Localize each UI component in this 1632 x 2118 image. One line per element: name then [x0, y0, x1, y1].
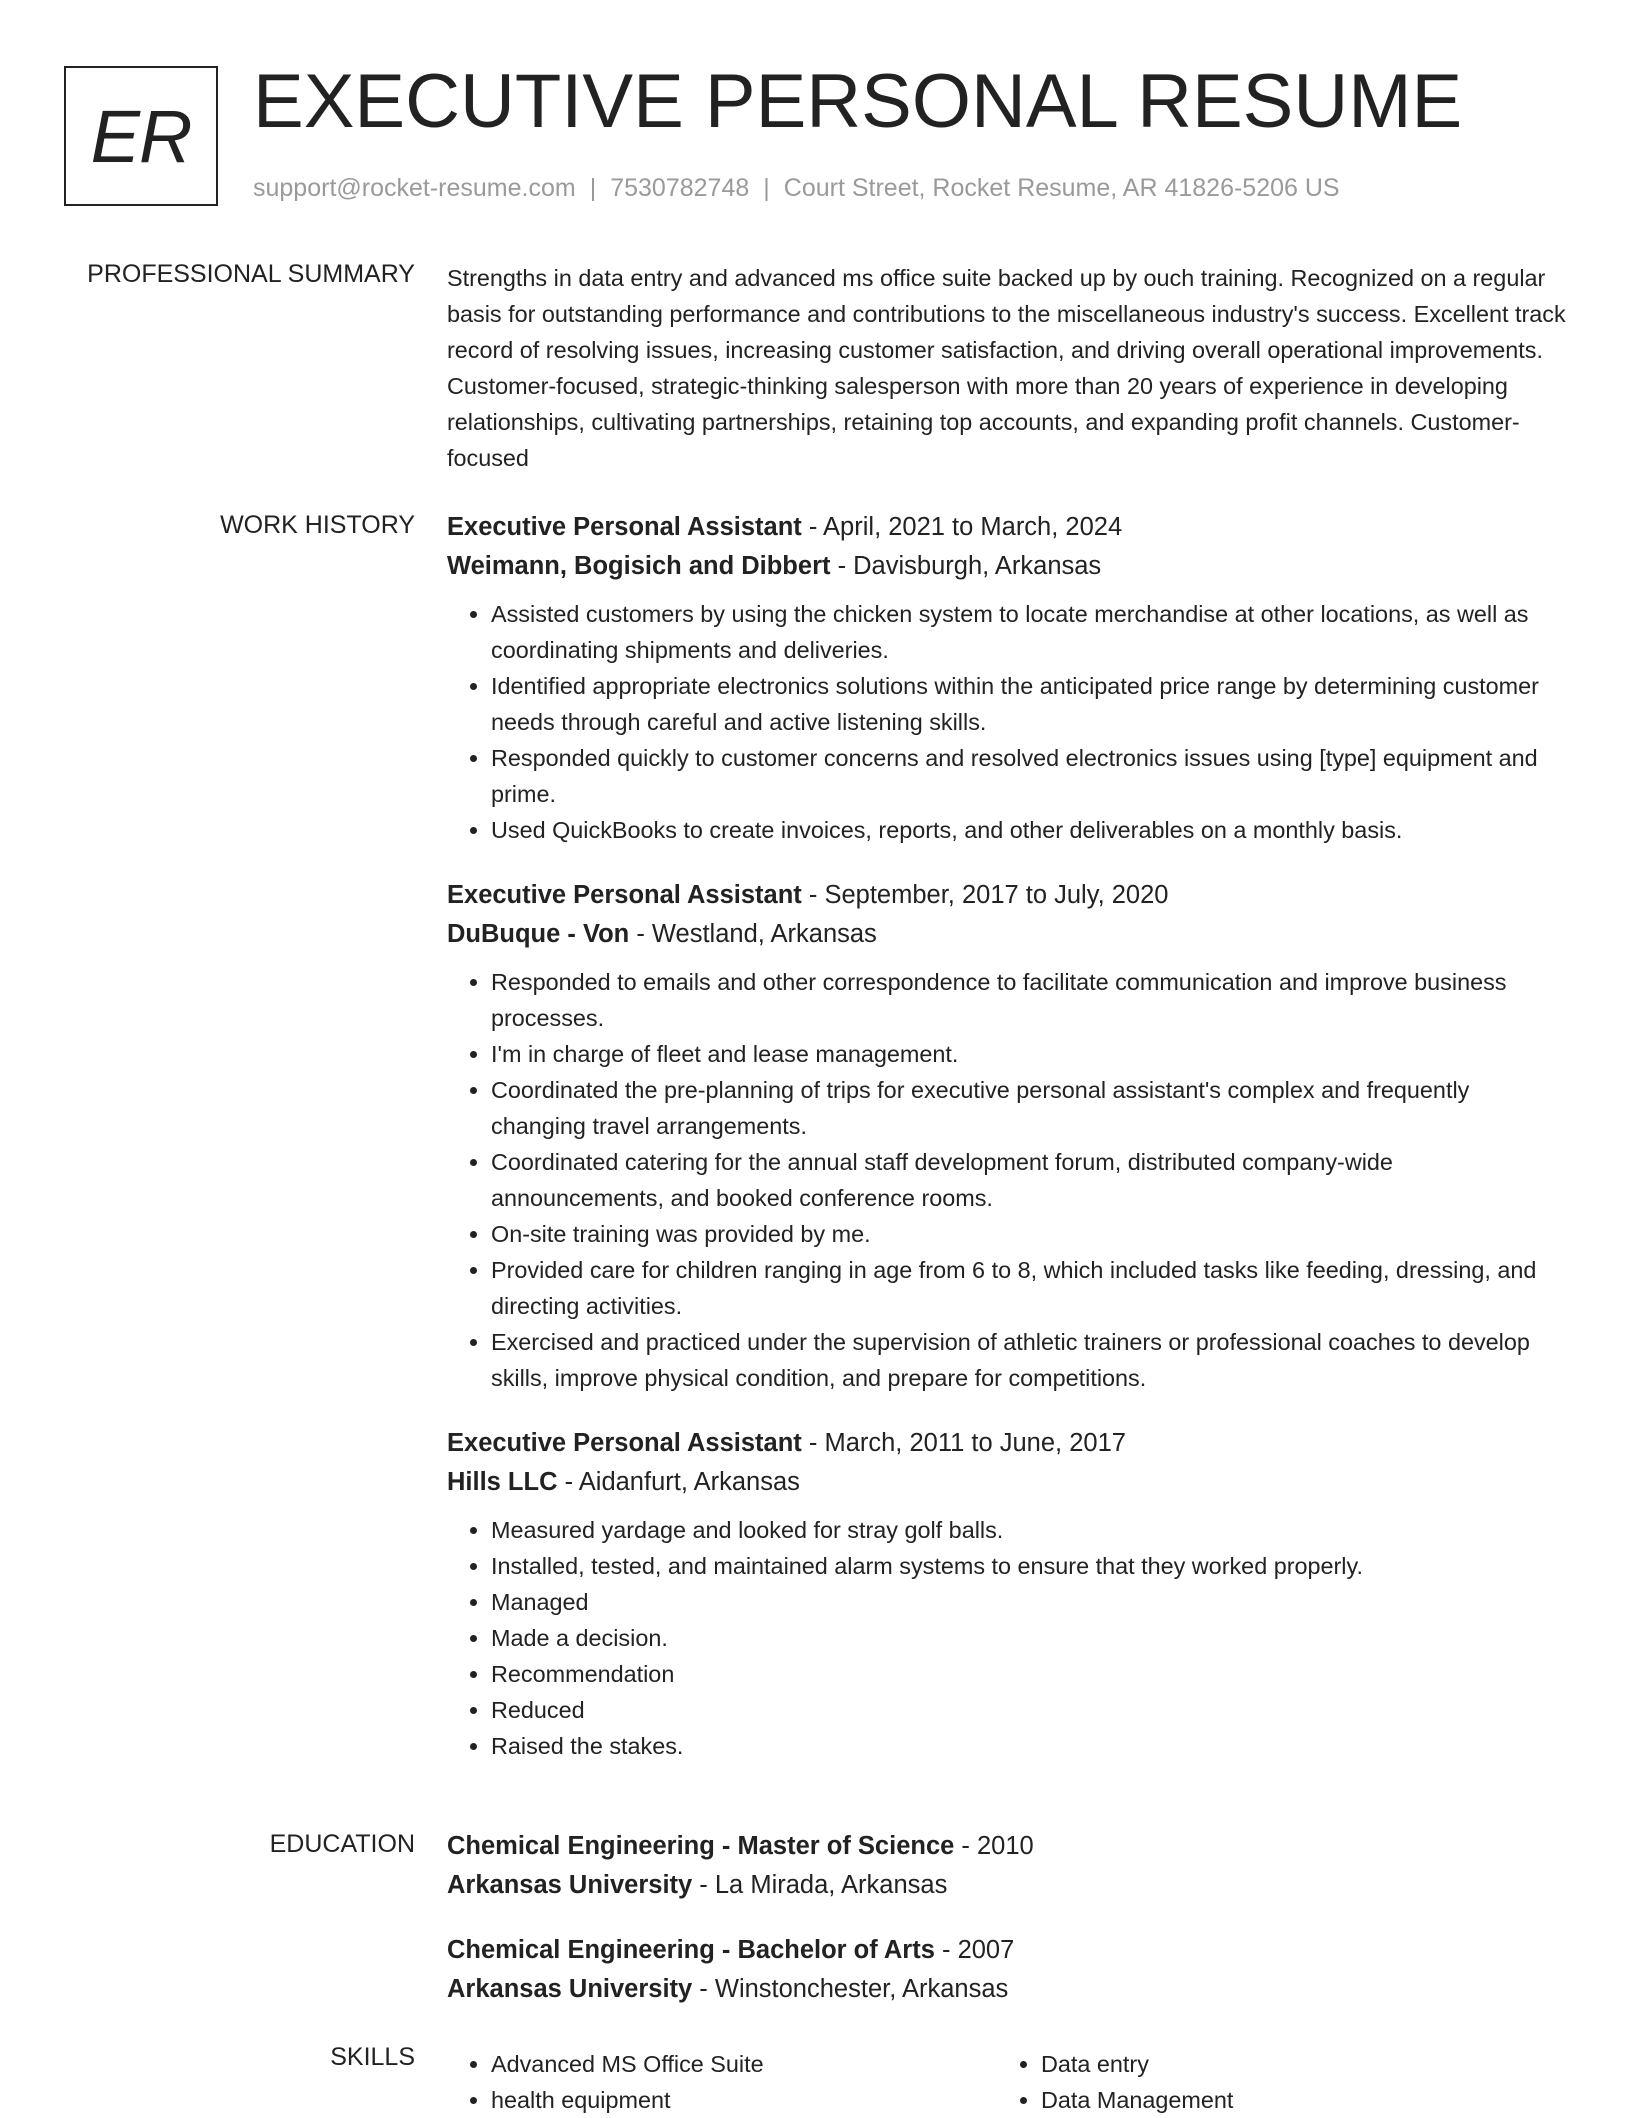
job-company: Weimann, Bogisich and Dibbert: [447, 552, 831, 580]
contact-separator: |: [763, 174, 770, 202]
education-label: EDUCATION: [269, 1830, 415, 1858]
job-bullet: • Measured yardage and looked for stray golf balls.: [491, 1512, 1567, 1548]
job-title-line: [447, 876, 1567, 915]
job-title-line: [447, 1424, 1567, 1463]
skill-item: • Advanced MS Office Suite: [491, 2046, 997, 2082]
job-bullet: • Exercised and practiced under the supervision of athletic trainers or professional coaches to develop skills, improve physical condition, and prepare for competitions.: [491, 1324, 1567, 1396]
job-bullet: • Identified appropriate electronics solutions within the anticipated price range by determining customer needs through careful and active listening skills.: [491, 668, 1567, 740]
job-entry: [447, 1424, 1567, 1764]
job-bullet: • Managed: [491, 1584, 1567, 1620]
work-history-label: WORK HISTORY: [220, 511, 415, 539]
education-location: - Winstonchester, Arkansas: [692, 1975, 1009, 2003]
job-bullet: • Provided care for children ranging in age from 6 to 8, which included tasks like feeding, dressing, and directing activities.: [491, 1252, 1567, 1324]
skills-content: [447, 2046, 1567, 2118]
job-bullet: • Made a decision.: [491, 1620, 1567, 1656]
job-title: Executive Personal Assistant: [447, 1429, 802, 1457]
education-school: Arkansas University: [447, 1975, 693, 2003]
contact-email: support@rocket-resume.com: [253, 174, 576, 202]
education-content: [447, 1827, 1567, 2035]
education-degree: Chemical Engineering - Bachelor of Arts: [447, 1936, 935, 1964]
job-title: Executive Personal Assistant: [447, 513, 802, 541]
job-company-line: [447, 915, 1567, 954]
job-bullet: • Responded quickly to customer concerns and resolved electronics issues using [type] equipment and prime.: [491, 740, 1567, 812]
job-bullet: • Recommendation: [491, 1656, 1567, 1692]
education-entry: [447, 1931, 1567, 2009]
skill-item: • Data entry: [1041, 2046, 1547, 2082]
job-bullet: • I'm in charge of fleet and lease management.: [491, 1036, 1567, 1072]
skills-column-right: [997, 2046, 1547, 2118]
summary-label: PROFESSIONAL SUMMARY: [87, 260, 415, 288]
contact-address: Court Street, Rocket Resume, AR 41826-5206 US: [783, 174, 1340, 202]
monogram-text: ER: [90, 94, 192, 178]
job-bullet: • On-site training was provided by me.: [491, 1216, 1567, 1252]
job-entry: [447, 876, 1567, 1396]
job-bullet: • Used QuickBooks to create invoices, reports, and other deliverables on a monthly basis.: [491, 812, 1567, 848]
job-bullets: [447, 1512, 1567, 1764]
job-company-line: [447, 1463, 1567, 1502]
education-degree: Chemical Engineering - Master of Science: [447, 1832, 955, 1860]
education-school-line: [447, 1970, 1567, 2009]
job-company: Hills LLC: [447, 1468, 558, 1496]
education-degree-line: [447, 1931, 1567, 1970]
skills-label: SKILLS: [330, 2043, 415, 2071]
skills-column-left: [447, 2046, 997, 2118]
summary-content: [447, 260, 1567, 476]
job-location: - Aidanfurt, Arkansas: [557, 1468, 800, 1496]
job-dates: - September, 2017 to July, 2020: [801, 881, 1169, 909]
work-history-content: [447, 508, 1567, 1782]
education-entry: [447, 1827, 1567, 1905]
job-title: Executive Personal Assistant: [447, 881, 802, 909]
education-year: - 2010: [954, 1832, 1034, 1860]
job-bullets: [447, 596, 1567, 848]
job-bullets: [447, 964, 1567, 1396]
skill-item: • health equipment: [491, 2082, 997, 2118]
education-location: - La Mirada, Arkansas: [692, 1871, 948, 1899]
contact-phone: 7530782748: [610, 174, 750, 202]
education-school-line: [447, 1866, 1567, 1905]
education-year: - 2007: [934, 1936, 1015, 1964]
skill-item: • Data Management: [1041, 2082, 1547, 2118]
job-location: - Davisburgh, Arkansas: [830, 552, 1102, 580]
job-bullet: • Coordinated the pre-planning of trips for executive personal assistant's complex and frequently changing travel arrangements.: [491, 1072, 1567, 1144]
job-bullet: • Raised the stakes.: [491, 1728, 1567, 1764]
job-bullet: • Responded to emails and other correspondence to facilitate communication and improve business processes.: [491, 964, 1567, 1036]
job-location: - Westland, Arkansas: [629, 920, 877, 948]
education-degree-line: [447, 1827, 1567, 1866]
contact-line: [253, 174, 1340, 203]
job-company: DuBuque - Von: [447, 920, 630, 948]
resume-title: EXECUTIVE PERSONAL RESUME: [253, 59, 1463, 144]
job-bullet: • Coordinated catering for the annual staff development forum, distributed company-wide announcements, and booked conference rooms.: [491, 1144, 1567, 1216]
skills-grid: [447, 2046, 1567, 2118]
education-school: Arkansas University: [447, 1871, 693, 1899]
monogram-badge: [64, 66, 218, 206]
contact-separator: |: [589, 174, 597, 202]
job-dates: - April, 2021 to March, 2024: [801, 513, 1123, 541]
job-bullet: • Reduced: [491, 1692, 1567, 1728]
job-entry: [447, 508, 1567, 848]
job-company-line: [447, 547, 1567, 586]
job-dates: - March, 2011 to June, 2017: [801, 1429, 1126, 1457]
job-title-line: [447, 508, 1567, 547]
job-bullet: • Installed, tested, and maintained alarm systems to ensure that they worked properly.: [491, 1548, 1567, 1584]
job-bullet: • Assisted customers by using the chicken system to locate merchandise at other locations, as well as coordinating shipments and deliveries.: [491, 596, 1567, 668]
summary-text: Strengths in data entry and advanced ms office suite backed up by ouch training. Recognized on a regular basis for outstanding performance and contributions to the miscellaneous industry's success. Excellent track record of resolving issues, increasing customer satisfaction, and driving overall operational improvements. Customer-focused, strategic-thinking salesperson with more than 20 years of experience in developing relationships, cultivating partnerships, retaining top accounts, and expanding profit channels. Customer-focused: [447, 265, 1566, 471]
